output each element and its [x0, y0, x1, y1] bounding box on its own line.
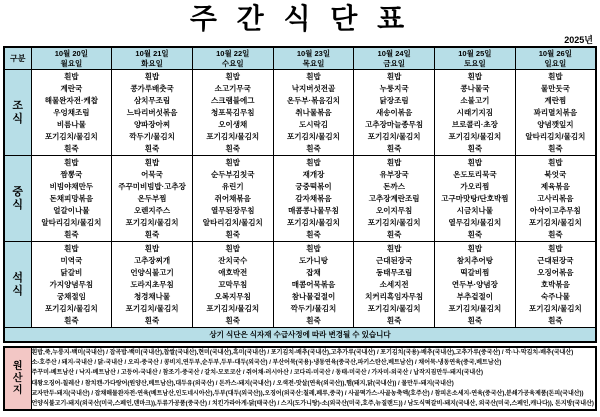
menu-cell [354, 70, 435, 156]
menu-item: 치커리흑임자무침 [365, 291, 424, 301]
menu-item: 얼갈이나물 [53, 205, 90, 215]
menu-item: 고구마맛탕/단호박찜 [441, 193, 509, 203]
menu-item: 흰밥 [386, 243, 402, 253]
origin-content [31, 347, 596, 410]
origin-label-char: 원 [12, 360, 23, 372]
year-label: 2025년 [564, 35, 593, 45]
menu-item: 양념깻잎지 [537, 119, 574, 129]
menu-item: 꽈리멸치볶음 [533, 107, 578, 117]
menu-item: 흰죽 [225, 143, 240, 153]
day-date: 10월 24일 [377, 49, 411, 58]
menu-item: 비름나물 [56, 119, 86, 129]
menu-cell [435, 242, 516, 328]
menu-item: 흰죽 [548, 143, 563, 153]
menu-item: 온두부찜 [137, 193, 167, 203]
menu-item: 포기김치/물김치 [44, 303, 98, 313]
notice-text: 상기 식단은 식자재 수급사정에 따라 변경될 수 있습니다 [4, 328, 596, 343]
menu-item: 온도토리묵국 [453, 169, 497, 179]
origin-label-char: 산 [12, 372, 23, 384]
menu-item: 고추장찌개 [133, 255, 171, 265]
menu-item: 가오리찜 [460, 181, 490, 191]
menu-item: 흰죽 [386, 143, 402, 153]
menu-item: 포기김치/물김치 [125, 217, 179, 227]
day-header-2 [192, 47, 273, 70]
menu-item: 가지양념무침 [49, 279, 94, 289]
menu-item: 쥐어채볶음 [214, 193, 251, 203]
menu-item: 연두부·양념장 [451, 279, 498, 289]
menu-item: 오이지무침 [376, 205, 413, 215]
day-weekday: 일요일 [544, 58, 567, 68]
menu-cell [31, 70, 112, 156]
menu-item: 흰밥 [64, 243, 79, 253]
menu-item: 흰밥 [548, 71, 563, 81]
menu-item: 흰죽 [64, 143, 79, 153]
origin-line: 소-호주산 / 돼지-국내산 / 닭-국내산 / 오리-중국산 / 콩비지,연두부,순두부,두부-대두(외국산) / 부산어묵(국용)-냉동연육(중국산,파키스탄산,베트남산) / 채어묵-냉동연육(중국,베트남산) [31, 360, 502, 367]
menu-item: 유부장국 [379, 169, 409, 179]
menu-item: 흰밥 [306, 243, 321, 253]
menu-item: 궁채절임 [56, 291, 86, 301]
menu-item: 포기김치/물김치 [448, 131, 502, 141]
menu-item: 감자채볶음 [295, 193, 332, 203]
day-date: 10월 22일 [216, 49, 250, 58]
menu-item: 흰죽 [548, 229, 563, 239]
menu-item: 스크램블에그 [211, 95, 255, 105]
origin-line: 대왕오징어-칠레산 / 참치캔-가다랑어(원양산,베트남산),대두유(외국산) / 돈까스-돼지(국내산) / 오색전-맛살(연육(외국산)),햄(돼지,닭(국내산)) / 물만두-돼지(국내산) [31, 380, 454, 387]
menu-item: 떡갈비찜 [460, 267, 490, 277]
menu-cell [354, 242, 435, 328]
meal-label-char: 조 [12, 99, 24, 112]
menu-item: 제육볶음 [540, 181, 570, 191]
menu-item: 흰죽 [225, 229, 240, 239]
origin-label [4, 347, 31, 410]
menu-cell [515, 70, 596, 156]
meal-row-1 [4, 156, 596, 242]
menu-item: 포기김치/물김치 [287, 217, 340, 227]
menu-item: 짬뽕국 [60, 169, 83, 179]
day-weekday: 목요일 [302, 58, 325, 68]
menu-item: 알타리김치/물김치 [41, 217, 102, 227]
menu-item: 잔치국수 [218, 255, 248, 265]
meal-label-char: 식 [12, 198, 24, 211]
menu-cell [31, 242, 112, 328]
menu-item: 소고기무국 [214, 83, 251, 93]
menu-cell [354, 156, 435, 242]
menu-item: 흰밥 [467, 157, 483, 167]
menu-item: 오이생채 [218, 119, 248, 129]
menu-item: 흰밥 [225, 157, 240, 167]
menu-item: 동태무조림 [376, 267, 413, 277]
menu-item: 청포묵김무침 [211, 107, 255, 117]
menu-item: 부추겉절이 [456, 291, 493, 301]
menu-item: 포기김치/물김치 [528, 217, 582, 227]
menu-item: 낙지버섯전골 [291, 83, 336, 93]
menu-item: 양파장아찌 [133, 119, 171, 129]
menu-item: 흰죽 [548, 315, 563, 325]
meal-label [4, 156, 31, 242]
menu-item: 흰죽 [306, 143, 321, 153]
meal-label-char: 식 [12, 112, 24, 125]
menu-item: 열무된장무침 [211, 205, 255, 215]
menu-item: 흰밥 [144, 157, 160, 167]
day-date: 10월 26일 [538, 49, 572, 58]
menu-item: 흰죽 [64, 315, 79, 325]
menu-item: 콩가루배춧국 [130, 83, 174, 93]
menu-item: 아삭이고추무침 [530, 205, 581, 215]
menu-item: 흰죽 [306, 229, 321, 239]
day-date: 10월 21일 [135, 49, 169, 58]
menu-item: 흰죽 [225, 315, 240, 325]
menu-item: 포기김치/물김치 [206, 303, 260, 313]
menu-item: 물만둣국 [540, 83, 570, 93]
menu-item: 애호박전 [218, 267, 248, 277]
menu-table-head [4, 47, 596, 70]
menu-item: 해물완자전·케찹 [44, 95, 98, 105]
day-header-5 [435, 47, 516, 70]
menu-item: 흰밥 [548, 243, 563, 253]
menu-item: 오복지무침 [214, 291, 251, 301]
menu-cell [192, 156, 273, 242]
menu-item: 도시락김 [298, 119, 328, 129]
day-header-1 [112, 47, 193, 70]
menu-item: 고추장계란조림 [368, 193, 420, 203]
menu-item: 비빔야채만두 [49, 181, 94, 191]
day-weekday: 토요일 [463, 58, 486, 68]
day-header-4 [354, 47, 435, 70]
menu-item: 계란국 [60, 83, 83, 93]
meal-row-0 [4, 70, 596, 156]
menu-cell [192, 242, 273, 328]
menu-item: 닭장조림 [379, 95, 409, 105]
menu-item: 닭갈비 [60, 267, 83, 277]
day-header-3 [273, 47, 354, 70]
menu-item: 흰죽 [386, 229, 402, 239]
menu-item: 미역국 [60, 255, 83, 265]
origin-line: 언양식불고기-돼지(외국산(미국,스페인,덴마크)),두류가공품(중국산) / 치킨가라아게-닭(태국산) / 스지(도가니탕)-소(외국산(미국,호주,뉴질랜드)) / 남도식떡갈비-돼지(국내산, 외국산(미국,스페인,캐나다)), 돈지방(국내산) [31, 401, 594, 408]
origin-line: 교자만두-돼지(국내산) / 잡채해물완자전-연육(베트남산,인도네시아산),두부(대두(외국산)),오징어(외국산:칠레,페루,중국) / 사골떡가스-사골농축액(호주산) / 참피온소세지-연육(중국산),분쇄가공육제품(돈피(국내산)) [31, 390, 584, 397]
table-header-row [4, 47, 596, 70]
menu-item: 도라지초무침 [130, 279, 174, 289]
origin-row [4, 347, 596, 410]
menu-item: 흰죽 [386, 315, 402, 325]
menu-item: 순두부김칫국 [211, 169, 255, 179]
menu-cell [273, 242, 354, 328]
menu-item: 열무김치/물김치 [448, 217, 502, 227]
menu-item: 고추장마늘종무침 [365, 119, 424, 129]
meal-label [4, 242, 31, 328]
day-header-6 [515, 47, 596, 70]
menu-item: 포기김치/물김치 [367, 131, 421, 141]
menu-item: 흰밥 [64, 157, 79, 167]
menu-item: 주꾸미비빔밥·고추장 [118, 181, 186, 191]
menu-item: 알타리김치/물김치 [202, 217, 263, 227]
menu-item: 근대된장국 [376, 255, 413, 265]
menu-item: 계란찜 [544, 95, 567, 105]
menu-item: 꼬막무침 [218, 279, 248, 289]
menu-cell [515, 156, 596, 242]
corner-label: 구분 [4, 47, 31, 70]
menu-item: 새송이볶음 [376, 107, 413, 117]
day-weekday: 화요일 [141, 58, 163, 68]
menu-item: 깍두기/물김치 [129, 131, 175, 141]
menu-item: 고사리볶음 [537, 193, 574, 203]
menu-item: 흰밥 [144, 71, 160, 81]
menu-item: 흰죽 [64, 229, 79, 239]
menu-cell [112, 70, 193, 156]
menu-item: 브로콜리·초장 [451, 119, 498, 129]
menu-item: 흰밥 [306, 71, 321, 81]
menu-cell [273, 70, 354, 156]
menu-item: 포기김치/물김치 [528, 303, 582, 313]
meal-label-char: 중 [12, 185, 24, 198]
menu-item: 흰죽 [306, 315, 321, 325]
day-weekday: 월요일 [60, 58, 83, 68]
menu-item: 흰밥 [144, 243, 160, 253]
menu-item: 돈까스 [383, 181, 406, 191]
menu-item: 언양식불고기 [130, 267, 174, 277]
menu-item: 흰밥 [467, 243, 483, 253]
meal-label-char: 식 [12, 284, 24, 297]
meal-label [4, 70, 31, 156]
menu-item: 소불고기 [460, 95, 490, 105]
menu-item: 참나물겉절이 [291, 291, 336, 301]
day-date: 10월 20일 [54, 49, 88, 58]
menu-item: 삼치무조림 [133, 95, 171, 105]
menu-item: 흰죽 [144, 143, 160, 153]
menu-item: 청경채나물 [133, 291, 171, 301]
menu-item: 매콤콩나물무침 [288, 205, 339, 215]
day-header-0 [31, 47, 112, 70]
menu-item: 흰밥 [306, 157, 321, 167]
menu-cell [435, 156, 516, 242]
menu-item: 흰밥 [548, 157, 563, 167]
menu-item: 흰밥 [386, 157, 402, 167]
meal-row-2 [4, 242, 596, 328]
menu-item: 포기김치/물김치 [367, 303, 421, 313]
menu-item: 흰죽 [467, 315, 483, 325]
menu-item: 우엉채조림 [53, 107, 90, 117]
menu-item: 흰밥 [225, 243, 240, 253]
menu-item: 온두부·볶음김치 [286, 95, 341, 105]
menu-item: 근대된장국 [537, 255, 574, 265]
origin-label-char: 지 [12, 384, 23, 396]
notice-row [4, 328, 596, 343]
menu-cell [192, 70, 273, 156]
day-weekday: 수요일 [221, 58, 244, 68]
menu-item: 소세지전 [379, 279, 409, 289]
menu-item: 시래기지짐 [456, 107, 493, 117]
menu-item: 흰밥 [64, 71, 79, 81]
page-title: 주 간 식 단 표 [189, 3, 411, 34]
menu-item: 흰밥 [467, 71, 483, 81]
menu-item: 깍두기/물김치 [290, 303, 337, 313]
day-weekday: 금요일 [383, 58, 406, 68]
menu-item: 매콤어묵볶음 [291, 279, 336, 289]
menu-item: 흰밥 [225, 71, 240, 81]
meal-label-char: 석 [12, 271, 24, 284]
menu-item: 포기김치/물김치 [44, 131, 98, 141]
day-date: 10월 23일 [296, 49, 331, 58]
menu-item: 참치추어탕 [456, 255, 493, 265]
menu-item: 흰죽 [144, 229, 160, 239]
menu-item: 숙주나물 [540, 291, 570, 301]
menu-item: 흰죽 [467, 229, 483, 239]
menu-cell [112, 156, 193, 242]
menu-item: 콩나물국 [460, 83, 490, 93]
menu-item: 느타리버섯볶음 [126, 107, 178, 117]
origin-line: 주꾸미-베트남산 / 낙지-베트남산 / 고등어-국내산 / 참조기-중국산 / 갈치-모로코산 / 쥐어채-러시아산 / 코다리-미국산 / 동태-미국산 / 가자미-외국산 / 납작지짐만두-돼지(국내산) [31, 370, 484, 377]
menu-item: 유린기 [221, 181, 244, 191]
menu-cell [435, 70, 516, 156]
menu-item: 알타리김치/물김치 [525, 131, 586, 141]
menu-table-body [4, 70, 596, 343]
day-date: 10월 25일 [458, 49, 492, 58]
menu-item: 오징어볶음 [537, 267, 574, 277]
origin-line: 흰밥,죽,누룽지-백미(국내산) / 잡곡밥-백미(국내산),찹쌀(국내산),현미(국내산),흑미(국내산) / 포기김치-배추(국내산),고추가루(국내산) / 포기김치(국용)-배추(국내산),고추가루(중국산) / 깍·나·막김치-배추(국내산) [31, 350, 574, 356]
menu-cell [112, 242, 193, 328]
menu-cell [31, 156, 112, 242]
menu-item: 포기김치/물김치 [448, 303, 502, 313]
menu-item: 궁중떡볶이 [295, 181, 332, 191]
menu-table [3, 46, 597, 343]
origin-table [3, 346, 597, 411]
menu-item: 오렌지주스 [133, 205, 171, 215]
menu-item: 누룽지국 [379, 83, 409, 93]
menu-item: 시금치나물 [456, 205, 493, 215]
menu-item: 포기김치/물김치 [287, 131, 340, 141]
menu-item: 흰죽 [144, 315, 160, 325]
menu-item: 도가니탕 [298, 255, 328, 265]
menu-item: 호박볶음 [540, 279, 570, 289]
menu-item: 포기김치/물김치 [367, 217, 421, 227]
menu-item: 흰밥 [386, 71, 402, 81]
menu-item: 포기김치/물김치 [125, 303, 179, 313]
menu-cell [515, 242, 596, 328]
menu-item: 포기김치/물김치 [206, 131, 260, 141]
menu-item: 재개장 [302, 169, 325, 179]
menu-item: 흰죽 [467, 143, 483, 153]
menu-cell [273, 156, 354, 242]
menu-item: 잡채 [306, 267, 321, 277]
menu-item: 돈채피망볶음 [49, 193, 94, 203]
menu-item: 어묵국 [141, 169, 163, 179]
menu-item: 취나물볶음 [295, 107, 332, 117]
menu-item: 북엇국 [544, 169, 567, 179]
